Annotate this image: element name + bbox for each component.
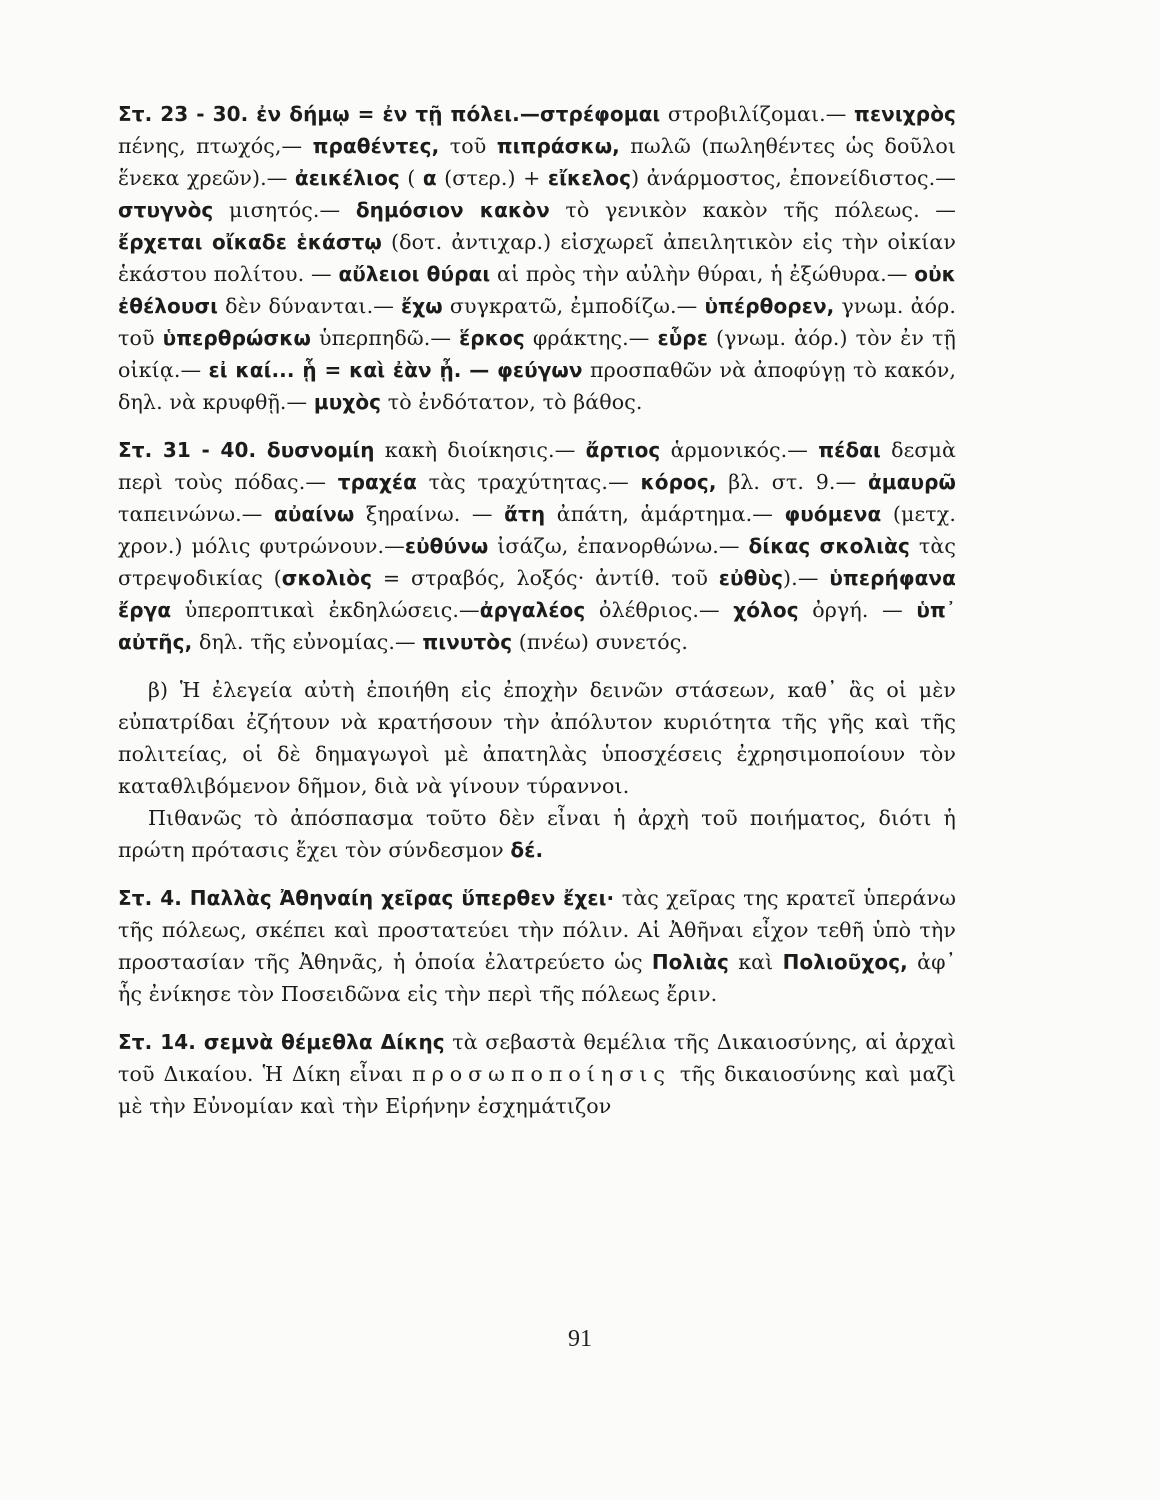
bold-term: ὑπερθρώσκω — [162, 326, 312, 350]
bold-term: εὐθύνω — [404, 534, 489, 558]
bold-term: Στ. 4. Παλλὰς Ἀθηναίη χεῖρας ὕπερθεν ἔχει· — [118, 886, 615, 910]
bold-term: πενιχρὸς — [854, 102, 957, 126]
bold-term: πινυτὸς — [422, 630, 513, 654]
bold-term: πιπράσκω, — [496, 134, 620, 158]
bold-term: δημόσιον κακὸν — [355, 198, 550, 222]
bold-term: Στ. 31 - 40. δυσνομίη — [118, 438, 375, 462]
page-body — [118, 98, 956, 1122]
bold-term: πέδαι — [818, 438, 881, 462]
page-number: 91 — [568, 1326, 592, 1352]
bold-term: Πολιοῦχος, — [782, 950, 908, 974]
bold-term: οὐκ ἐθέλουσι — [118, 262, 956, 318]
paragraph-fragment-note: Πιθανῶς τὸ ἀπόσπασμα τοῦτο δὲν εἶναι ἡ ἀρχὴ τοῦ ποιήματος, διότι ἡ πρώτη πρότασις ἔχει τὸν σύνδεσμον δέ. — [118, 806, 956, 862]
bold-term: κόρος, — [640, 470, 717, 494]
bold-term: τραχέα — [337, 470, 417, 494]
bold-term: στυγνὸς — [118, 198, 214, 222]
bold-term: εὐθὺς — [718, 566, 784, 590]
bold-term: Στ. 23 - 30. ἐν δήμῳ = ἐν τῇ πόλει.—στρέφομαι — [118, 102, 661, 126]
paragraph-verse-4: Στ. 4. Παλλὰς Ἀθηναίη χεῖρας ὕπερθεν ἔχει· τὰς χεῖρας της κρατεῖ ὑπεράνω τῆς πόλεως, σκέπει καὶ προστατεύει τὴν πόλιν. Αἱ Ἀθῆναι εἶχον τεθῆ ὑπὸ τὴν προστασίαν τῆς Ἀθηνᾶς, ἡ ὁποία ἐλατρεύετο ὡς Πολιὰς καὶ Πολιοῦχος, ἀφ᾽ ἧς ἐνίκησε τὸν Ποσειδῶνα εἰς τὴν περὶ τῆς πόλεως ἔριν. — [118, 886, 957, 1006]
bold-term: ἔρχεται οἴκαδε ἑκάστῳ — [118, 230, 382, 254]
spaced-term: προσωποποίησις — [412, 1062, 671, 1086]
bold-term: αὐαίνω — [274, 502, 355, 526]
bold-term: ἕρκος — [459, 326, 525, 350]
bold-term: ὑπερήφανα ἔργα — [118, 566, 956, 622]
bold-term: Στ. 14. σεμνὰ θέμεθλα Δίκης — [118, 1030, 445, 1054]
bold-term: ἔχω — [401, 294, 443, 318]
bold-term: δίκας σκολιὰς — [748, 534, 910, 558]
paragraph-beta-intro: β) Ἡ ἐλεγεία αὐτὴ ἐποιήθη εἰς ἐποχὴν δεινῶν στάσεων, καθ᾽ ἃς οἱ μὲν εὐπατρίδαι ἐζήτουν νὰ κρατήσουν τὴν ἀπόλυτον κυριότητα τῆς γῆς καὶ τῆς πολιτείας, οἱ δὲ δημαγωγοὶ μὲ ἀπατηλὰς ὑποσχέσεις ἐχρησιμοποίουν τὸν καταθλιβόμενον δῆμον, διὰ νὰ γίνουν τύραννοι. — [118, 678, 956, 798]
paragraph-verses-31-40: Στ. 31 - 40. δυσνομίη κακὴ διοίκησις.— ἄρτιος ἁρμονικός.— πέδαι δεσμὰ περὶ τοὺς πόδας.— τραχέα τὰς τραχύτητας.— κόρος, βλ. στ. 9.— ἀμαυρῶ ταπεινώνω.— αὐαίνω ξηραίνω. — ἄτη ἀπάτη, ἁμάρτημα.— φυόμενα (μετχ. χρον.) μόλις φυτρώνουν.—εὐθύνω ἰσάζω, ἐπανορθώνω.— δίκας σκολιὰς τὰς στρεψοδικίας (σκολιὸς = στραβός, λοξός· ἀντίθ. τοῦ εὐθὺς).— ὑπερήφανα ἔργα ὑπεροπτικαὶ ἐκδηλώσεις.—ἀργαλέος ὀλέθριος.— χόλος ὀργή. — ὑπ᾽ αὐτῆς, δηλ. τῆς εὐνομίας.— πινυτὸς (πνέω) συνετός. — [118, 438, 957, 654]
bold-term: μυχὸς — [313, 390, 382, 414]
bold-term: ἄρτιος — [585, 438, 661, 462]
paragraph-verses-23-30: Στ. 23 - 30. ἐν δήμῳ = ἐν τῇ πόλει.—στρέφομαι στροβιλίζομαι.— πενιχρὸς πένης, πτωχός,— πραθέντες, τοῦ πιπράσκω, πωλῶ (πωληθέντες ὡς δοῦλοι ἕνεκα χρεῶν).— ἀεικέλιος ( α (στερ.) + εἴκελος) ἀνάρμοστος, ἐπονείδιστος.— στυγνὸς μισητός.— δημόσιον κακὸν τὸ γενικὸν κακὸν τῆς πόλεως. — ἔρχεται οἴκαδε ἑκάστῳ (δοτ. ἀντιχαρ.) εἰσχωρεῖ ἀπειλητικὸν εἰς τὴν οἰκίαν ἑκάστου πολίτου. — αὔλειοι θύραι αἱ πρὸς τὴν αὐλὴν θύραι, ἡ ἐξώθυρα.— οὐκ ἐθέλουσι δὲν δύνανται.— ἔχω συγκρατῶ, ἐμποδίζω.— ὑπέρθορεν, γνωμ. ἀόρ. τοῦ ὑπερθρώσκω ὑπερπηδῶ.— ἕρκος φράκτης.— εὗρε (γνωμ. ἀόρ.) τὸν ἐν τῇ οἰκίᾳ.— εἰ καί... ᾗ = καὶ ἐὰν ᾖ. — φεύγων προσπαθῶν νὰ ἀποφύγῃ τὸ κακόν, δηλ. νὰ κρυφθῇ.— μυχὸς τὸ ἐνδότατον, τὸ βάθος. — [118, 102, 957, 414]
bold-term: σκολιὸς — [281, 566, 373, 590]
bold-term: φυόμενα — [784, 502, 882, 526]
bold-term: ὑπέρθορεν, — [704, 294, 835, 318]
bold-term: ἀεικέλιος — [294, 166, 400, 190]
bold-term: α — [422, 166, 437, 190]
bold-term: αὔλειοι θύραι — [338, 262, 491, 286]
bold-term: δέ. — [510, 838, 544, 862]
bold-term: Πολιὰς — [651, 950, 729, 974]
paragraph-verse-14: Στ. 14. σεμνὰ θέμεθλα Δίκης τὰ σεβαστὰ θεμέλια τῆς Δικαιοσύνης, αἱ ἀρχαὶ τοῦ Δικαίου. Ἡ Δίκη εἶναι προσωποποίησις τῆς δικαιοσύνης καὶ μαζὶ μὲ τὴν Εὐνομίαν καὶ τὴν Εἰρήνην ἐσχημάτιζον — [118, 1030, 956, 1118]
bold-term: εἴκελος — [547, 166, 632, 190]
bold-term: εἰ καί... ᾗ = καὶ ἐὰν ᾖ. — φεύγων — [208, 358, 583, 382]
bold-term: ἄτη — [504, 502, 546, 526]
bold-term: χόλος — [733, 598, 799, 622]
bold-term: ὑπ᾽ αὐτῆς, — [118, 598, 956, 654]
bold-term: ἀργαλέος — [479, 598, 586, 622]
bold-term: ἀμαυρῶ — [867, 470, 956, 494]
bold-term: εὗρε — [657, 326, 708, 350]
bold-term: πραθέντες, — [312, 134, 440, 158]
